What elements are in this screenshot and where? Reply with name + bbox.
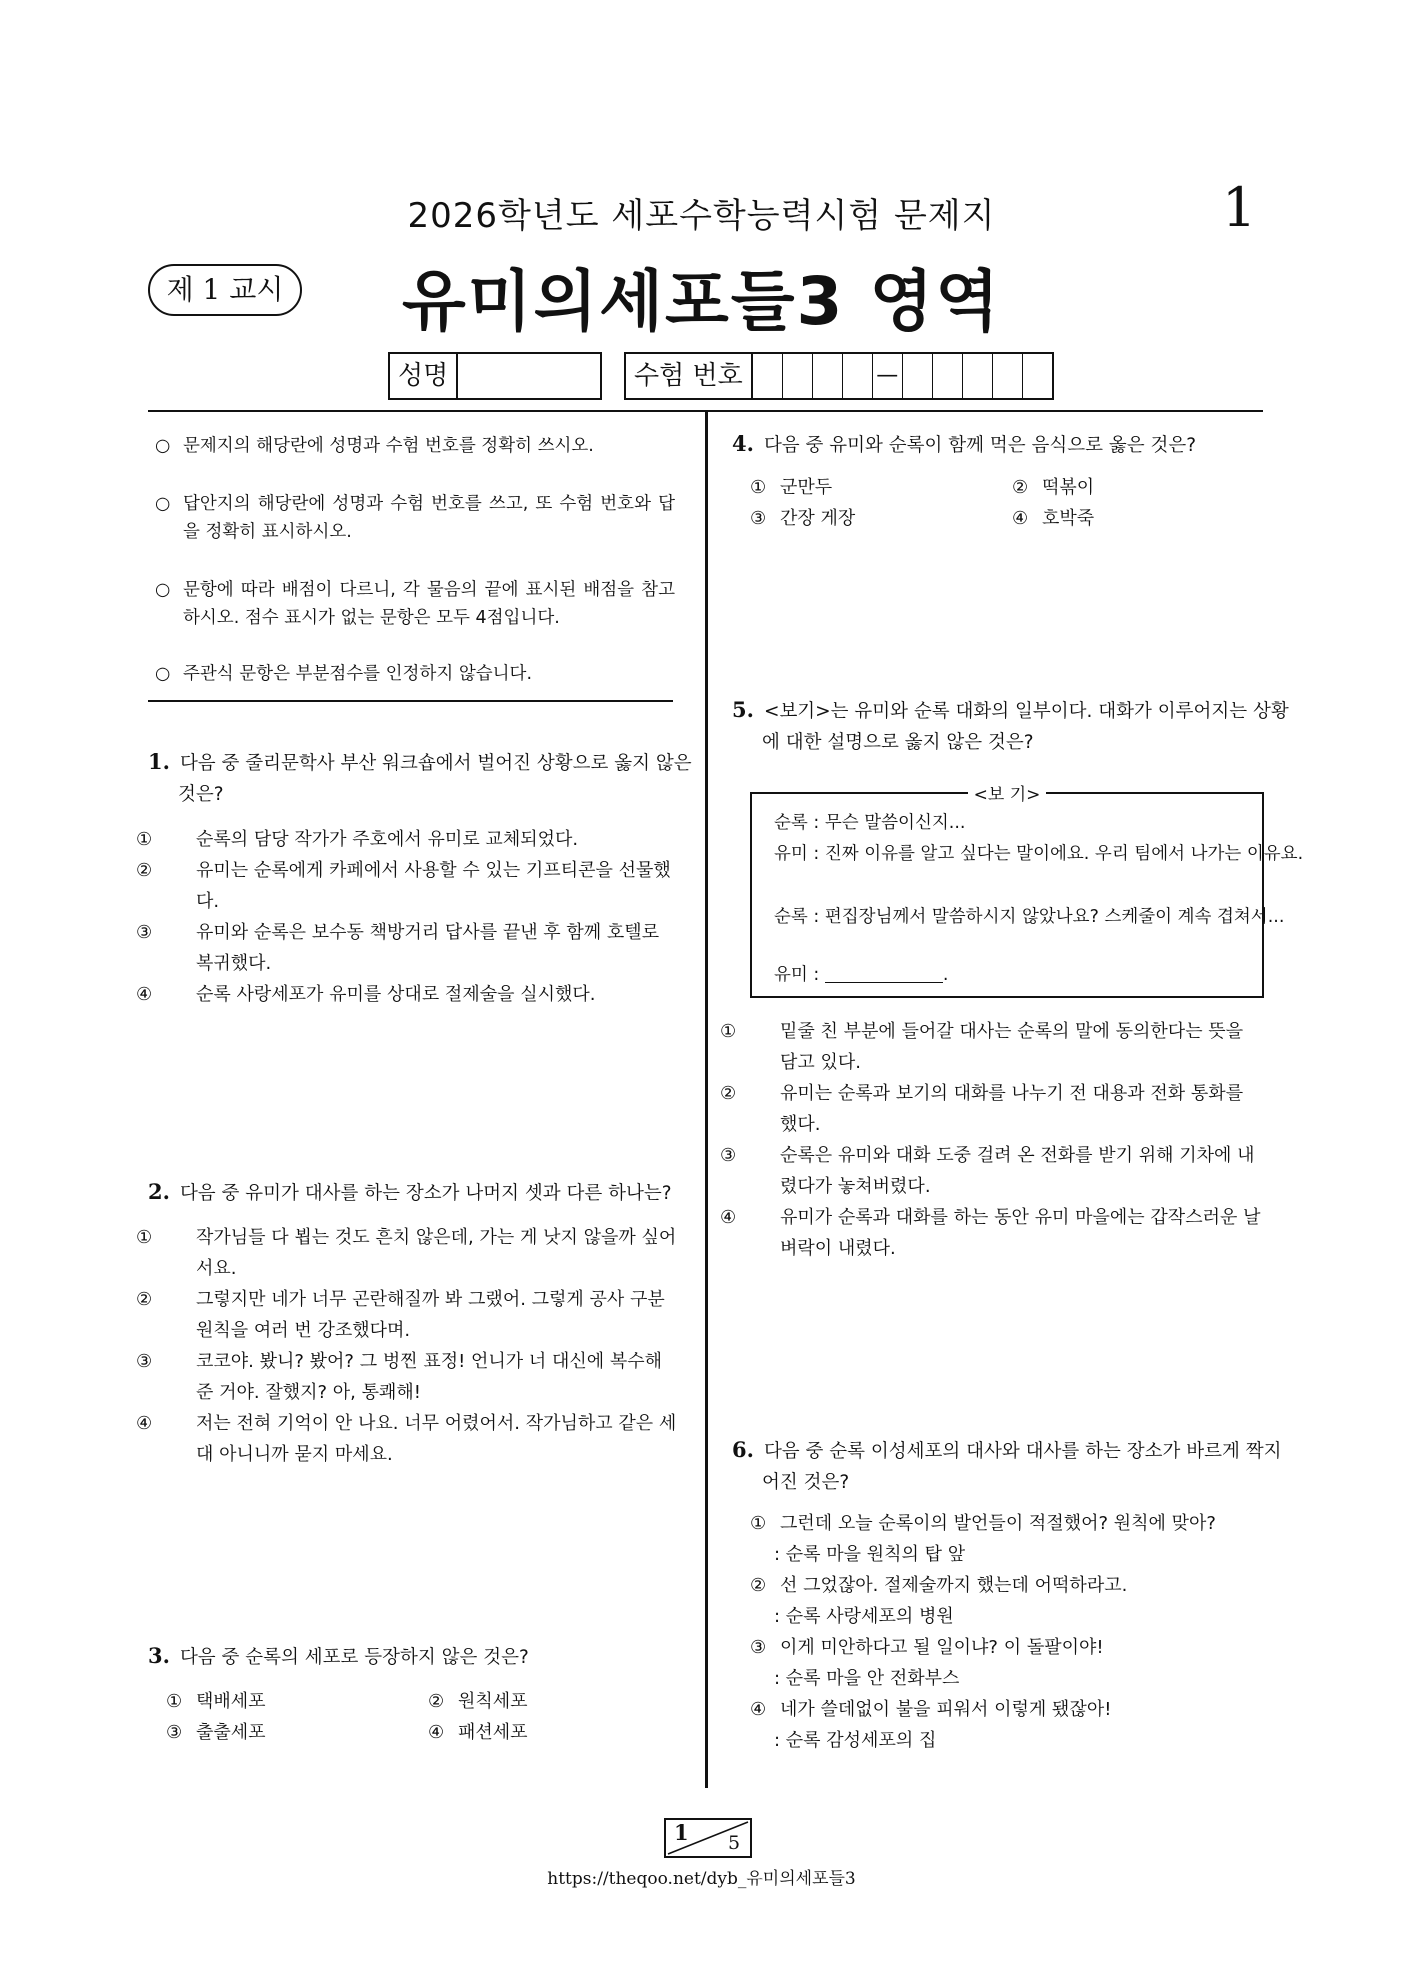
q2-options <box>136 1222 678 1470</box>
option[interactable]: ④ 순록 사랑세포가 유미를 상대로 절제술을 실시했다. <box>136 984 596 1005</box>
option[interactable]: ③ 이게 미안하다고 될 일이냐? 이 돌팔이야! <box>750 1637 1104 1658</box>
subject-title: 유미의세포들3 영역 <box>402 263 1001 340</box>
circle-bullet-icon: ○ <box>155 580 171 600</box>
option[interactable]: ③ 간장 게장 <box>750 508 856 529</box>
option[interactable]: ④ 패션세포 <box>428 1722 528 1743</box>
option[interactable]: ① 작가님들 다 뵙는 것도 흔치 않은데, 가는 게 낫지 않을까 싶어서요. <box>136 1227 677 1279</box>
exam-number-label: 수험 번호 <box>626 354 753 398</box>
circle-bullet-icon: ○ <box>155 664 171 684</box>
option[interactable]: ④ 저는 전혀 기억이 안 나요. 너무 어렸어서. 작가님하고 같은 세대 아니니까 묻지 마세요. <box>136 1413 677 1465</box>
number-dash: — <box>873 354 903 398</box>
q1-options <box>136 824 678 1010</box>
notice-item: ○ 답안지의 해당란에 성명과 수험 번호를 쓰고, 또 수험 번호와 답을 정확히 표시하시오. <box>155 490 675 546</box>
dialogue-line: 순록 : 무슨 말씀이신지... <box>774 813 966 833</box>
current-page: 1 <box>674 1820 689 1845</box>
option[interactable]: ① 순록의 담당 작가가 주호에서 유미로 교체되었다. <box>136 829 579 850</box>
digit-cell[interactable] <box>813 354 843 398</box>
option[interactable]: ② 유미는 순록에게 카페에서 사용할 수 있는 기프티콘을 선물했다. <box>136 860 671 912</box>
option[interactable]: ① 그런데 오늘 순록이의 발언들이 적절했어? 원칙에 맞아? <box>750 1513 1216 1534</box>
circle-bullet-icon: ○ <box>155 494 171 514</box>
page-number-large: 1 <box>1222 176 1257 239</box>
option[interactable]: ② 원칙세포 <box>428 1691 528 1712</box>
option[interactable]: ③ 코코야. 봤니? 봤어? 그 벙찐 표정! 언니가 너 대신에 복수해 준 거야. 잘했지? 아, 통쾌해! <box>136 1351 663 1403</box>
question-3: 3. 다음 중 순록의 세포로 등장하지 않은 것은? <box>148 1643 529 1668</box>
option[interactable]: ④ 유미가 순록과 대화를 하는 동안 유미 마을에는 갑작스러운 날벼락이 내렸다. <box>720 1207 1261 1259</box>
page-indicator <box>664 1818 752 1858</box>
digit-cell[interactable] <box>933 354 963 398</box>
dialogue-line: 유미 : . <box>774 960 1244 991</box>
name-field[interactable] <box>388 352 602 400</box>
digit-cell[interactable] <box>783 354 813 398</box>
option[interactable]: ③ 출출세포 <box>166 1722 266 1743</box>
exam-number-field[interactable] <box>624 352 1054 400</box>
dialogue-line: 유미 : 진짜 이유를 알고 싶다는 말이에요. 우리 팀에서 나가는 이유요. <box>774 844 1304 864</box>
period-badge: 제 1 교시 <box>148 264 302 316</box>
question-1: 1. 다음 중 줄리문학사 부산 워크숍에서 벌어진 상황으로 옳지 않은 것은? <box>148 749 692 805</box>
option[interactable]: ② 그렇지만 네가 너무 곤란해질까 봐 그랬어. 그렇게 공사 구분 원칙을 여러 번 강조했다며. <box>136 1289 665 1341</box>
option[interactable]: ① 군만두 <box>750 477 833 498</box>
digit-cell[interactable] <box>993 354 1023 398</box>
option[interactable]: ② 선 그었잖아. 절제술까지 했는데 어떡하라고. <box>750 1575 1128 1596</box>
question-5: 5. <보기>는 유미와 순록 대화의 일부이다. 대화가 이루어지는 상황에 대한 설명으로 옳지 않은 것은? <box>732 697 1289 753</box>
name-label: 성명 <box>390 354 458 398</box>
notice-item: ○ 문항에 따라 배점이 다르니, 각 물음의 끝에 표시된 배점을 참고하시오. 점수 표시가 없는 문항은 모두 4점입니다. <box>155 576 675 632</box>
notice-item: ○ 문제지의 해당란에 성명과 수험 번호를 정확히 쓰시오. <box>155 432 675 460</box>
option[interactable]: ② 유미는 순록과 보기의 대화를 나누기 전 대용과 전화 통화를 했다. <box>720 1083 1244 1135</box>
option[interactable]: ③ 순록은 유미와 대화 도중 걸려 온 전화를 받기 위해 기차에 내렸다가 놓쳐버렸다. <box>720 1145 1255 1197</box>
notice-item: ○ 주관식 문항은 부분점수를 인정하지 않습니다. <box>155 660 675 688</box>
name-blank[interactable] <box>458 354 600 398</box>
column-divider <box>705 410 708 1788</box>
answer-blank <box>825 962 943 983</box>
option[interactable]: ④ 호박죽 <box>1012 508 1095 529</box>
question-4: 4. 다음 중 유미와 순록이 함께 먹은 음식으로 옳은 것은? <box>732 431 1197 456</box>
digit-cell[interactable] <box>843 354 873 398</box>
option[interactable]: ③ 유미와 순록은 보수동 책방거리 답사를 끝낸 후 함께 호텔로 복귀했다. <box>136 922 660 974</box>
exam-title: 2026학년도 세포수학능력시험 문제지 <box>407 196 996 236</box>
digit-cell[interactable] <box>963 354 993 398</box>
question-2: 2. 다음 중 유미가 대사를 하는 장소가 나머지 셋과 다른 하나는? <box>148 1179 672 1204</box>
digit-cell[interactable] <box>1023 354 1052 398</box>
source-url: https://theqoo.net/dyb_유미의세포들3 <box>547 1869 856 1889</box>
option-place: : 순록 마을 원칙의 탑 앞 <box>774 1544 966 1565</box>
option-place: : 순록 사랑세포의 병원 <box>774 1606 954 1627</box>
option-place: : 순록 감성세포의 집 <box>774 1730 937 1751</box>
option[interactable]: ① 택배세포 <box>166 1691 266 1712</box>
option[interactable]: ① 밑줄 친 부분에 들어갈 대사는 순록의 말에 동의한다는 뜻을 담고 있다. <box>720 1021 1244 1073</box>
q5-options <box>720 1016 1264 1264</box>
circle-bullet-icon: ○ <box>155 436 171 456</box>
total-pages: 5 <box>728 1832 741 1854</box>
option[interactable]: ② 떡볶이 <box>1012 477 1095 498</box>
option[interactable]: ④ 네가 쓸데없이 불을 피워서 이렇게 됐잖아! <box>750 1699 1112 1720</box>
notice-rule <box>148 700 673 702</box>
bogi-box <box>750 785 1304 998</box>
question-6: 6. 다음 중 순록 이성세포의 대사와 대사를 하는 장소가 바르게 짝지어진 것은? <box>732 1437 1282 1493</box>
digit-cell[interactable] <box>753 354 783 398</box>
q6-options <box>750 1508 1264 1756</box>
dialogue-line: 순록 : 편집장님께서 말씀하시지 않았나요? 스케줄이 계속 겹쳐서... <box>774 907 1285 927</box>
bogi-label: <보 기> <box>752 780 1262 805</box>
digit-cell[interactable] <box>903 354 933 398</box>
option-place: : 순록 마을 안 전화부스 <box>774 1668 960 1689</box>
